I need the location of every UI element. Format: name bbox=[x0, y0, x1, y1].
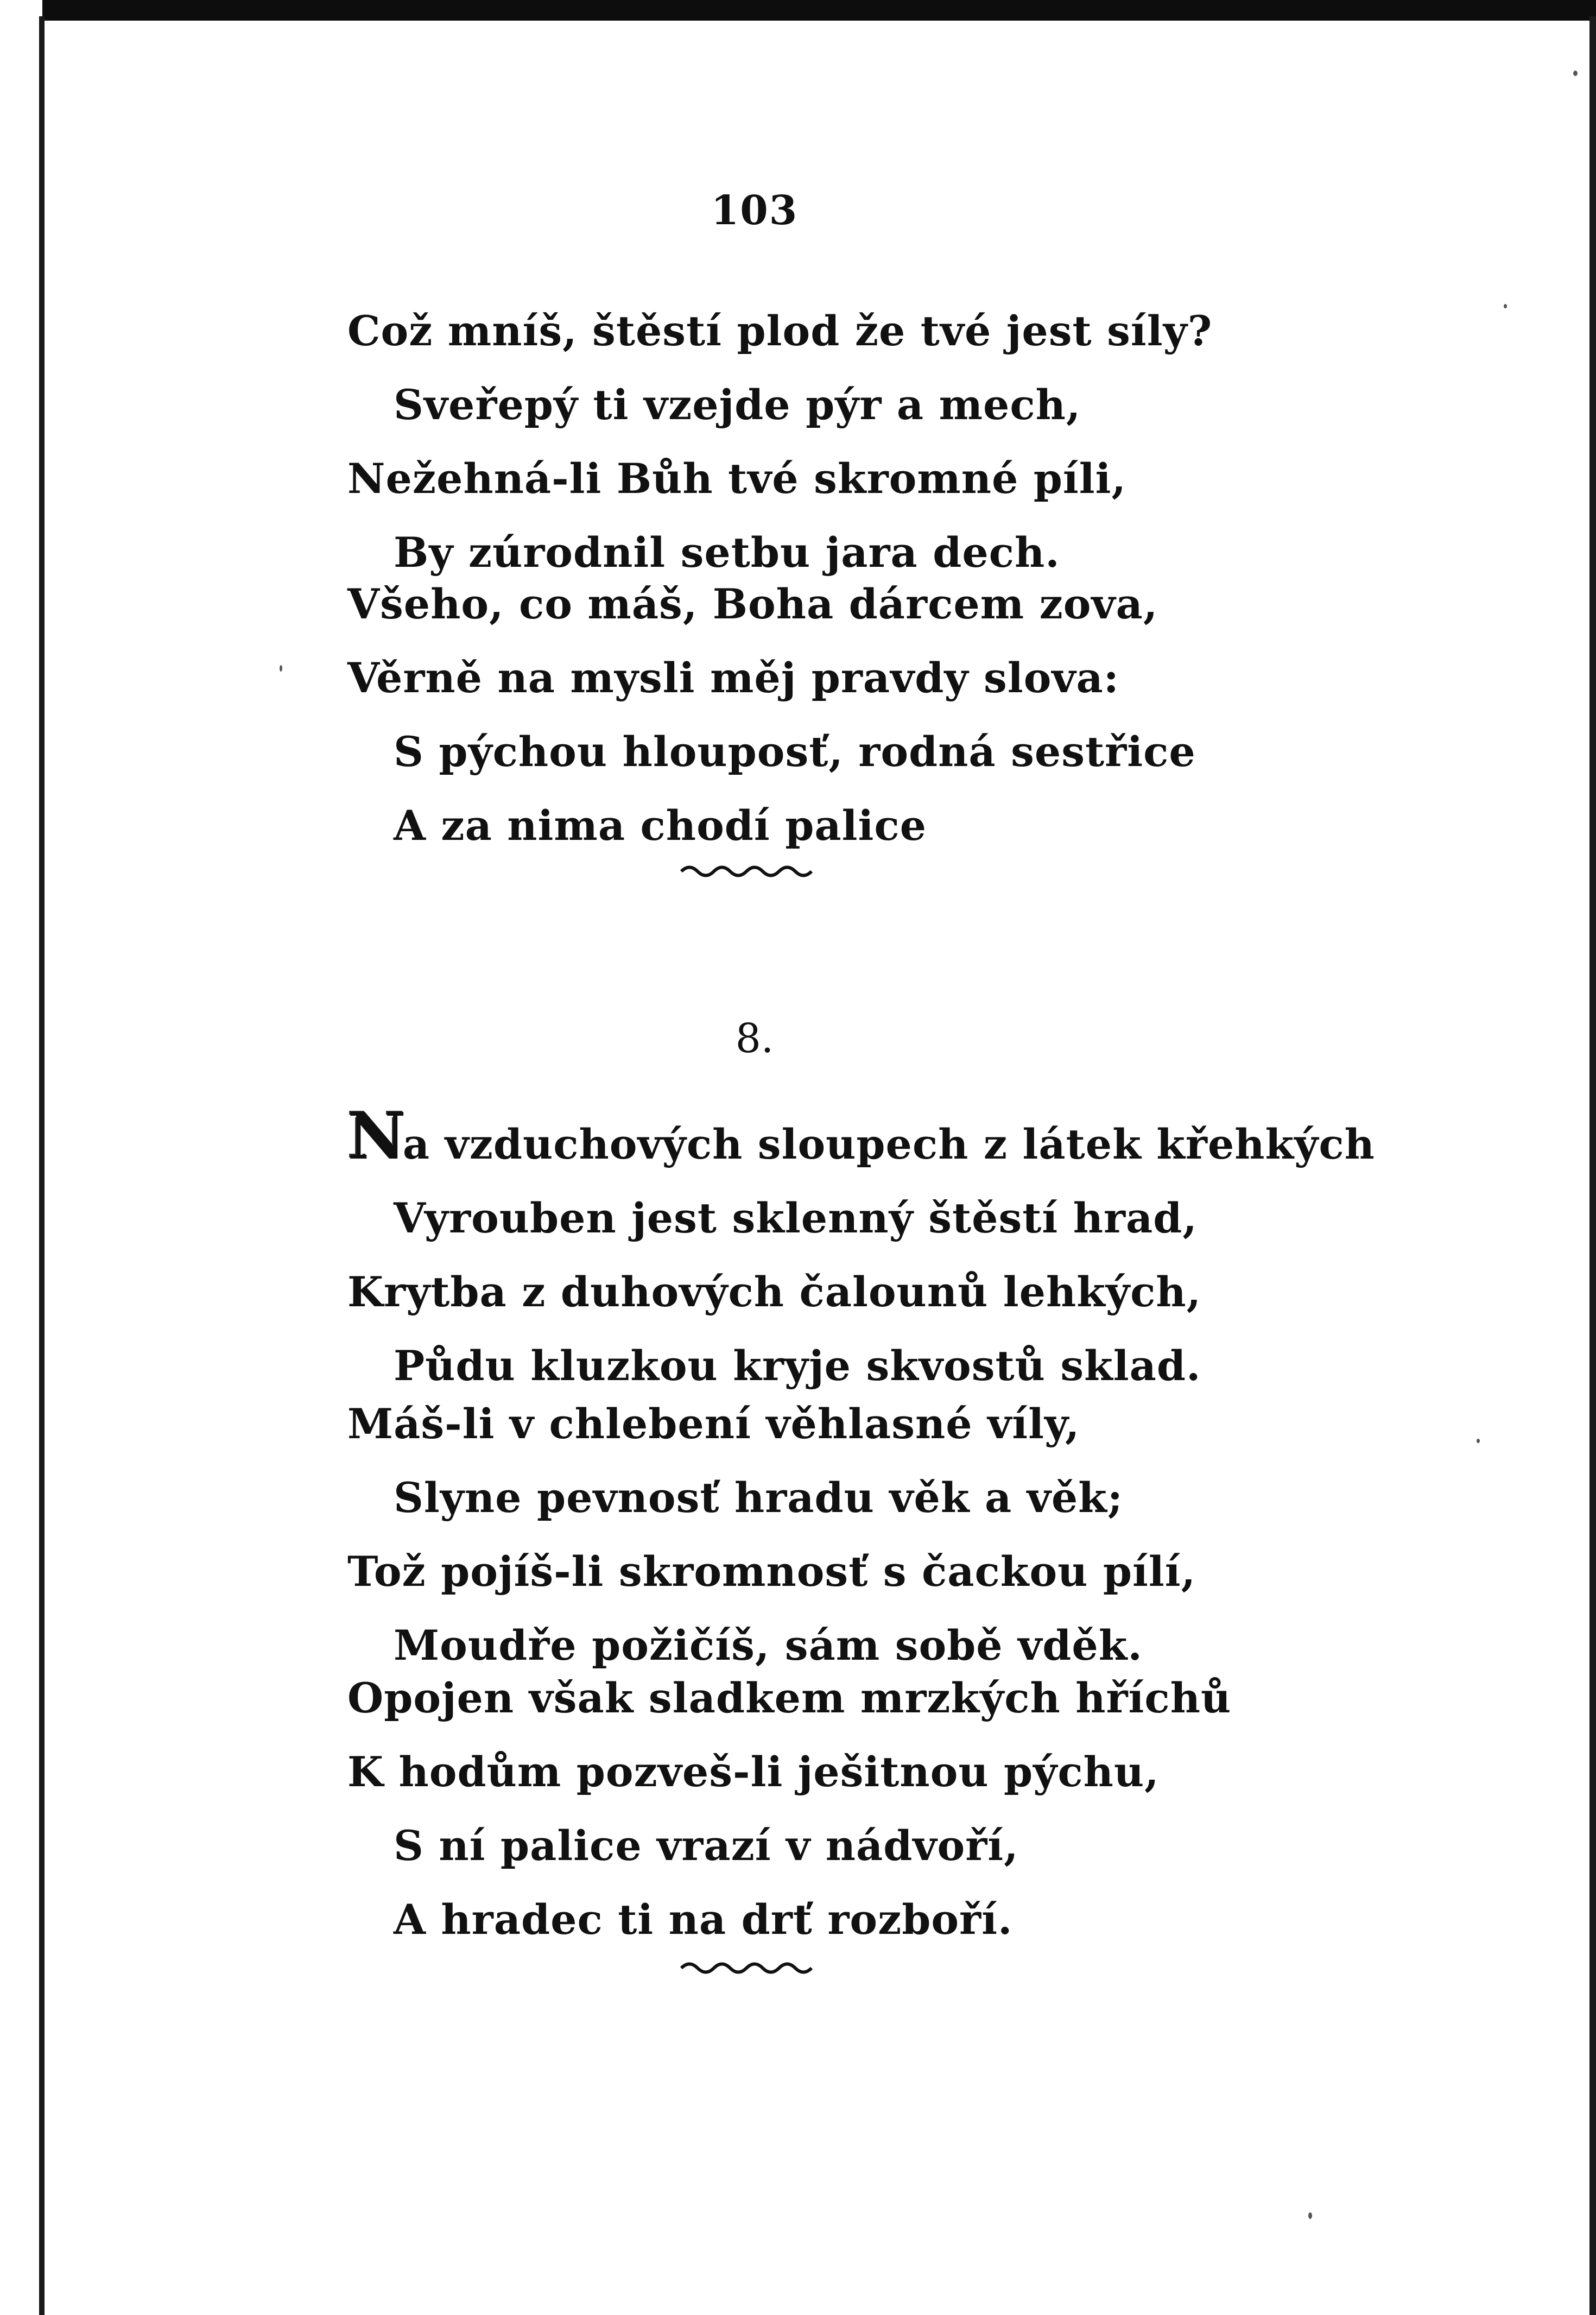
verse-line: Věrně na mysli měj pravdy slova: bbox=[347, 654, 1119, 702]
scan-speck bbox=[1573, 71, 1578, 76]
stanza-2 bbox=[347, 567, 1487, 863]
verse-line: Moudře požičíš, sám sobě vděk. bbox=[394, 1621, 1143, 1669]
verse-line: By zúrodnil setbu jara dech. bbox=[394, 528, 1060, 577]
verse-line: Slyne pevnosť hradu věk a věk; bbox=[394, 1473, 1123, 1522]
verse-line: S pýchou hlouposť, rodná sestřice bbox=[394, 728, 1196, 776]
verse-line: Půdu kluzkou kryje skvostů sklad. bbox=[394, 1342, 1201, 1390]
verse-line: Krytba z duhových čalounů lehkých, bbox=[347, 1268, 1202, 1316]
section-number: 8. bbox=[735, 1015, 774, 1062]
scan-top-border bbox=[0, 0, 1596, 21]
stanza-5 bbox=[347, 1661, 1487, 1957]
stanza-3 bbox=[347, 1098, 1487, 1403]
verse-line: Všeho, co máš, Boha dárcem zova, bbox=[347, 580, 1158, 628]
verse-line: Máš-li v chlebení věhlasné víly, bbox=[347, 1400, 1080, 1448]
verse-line: K hodům pozveš-li ješitnou pýchu, bbox=[347, 1748, 1160, 1796]
stanza-1 bbox=[347, 294, 1487, 590]
verse-line: A hradec ti na drť rozboří. bbox=[394, 1895, 1013, 1944]
verse-line: Opojen však sladkem mrzkých hříchů bbox=[347, 1674, 1232, 1722]
stanza-4 bbox=[347, 1387, 1487, 1683]
verse-line-text: a vzduchových sloupech z látek křehkých bbox=[402, 1120, 1375, 1168]
scan-left-margin bbox=[0, 0, 42, 2315]
page-number: 103 bbox=[711, 187, 799, 234]
verse-line: A za nima chodí palice bbox=[394, 801, 927, 850]
scan-left-edge bbox=[39, 16, 45, 2315]
drop-cap-letter: N bbox=[347, 1098, 403, 1174]
scan-speck bbox=[1308, 2212, 1312, 2219]
verse-line: Vyrouben jest sklenný štěstí hrad, bbox=[394, 1194, 1198, 1242]
verse-line: S ní palice vrazí v nádvoří, bbox=[394, 1821, 1019, 1870]
scan-speck bbox=[280, 665, 282, 672]
verse-line: Tož pojíš-li skromnosť s čackou pílí, bbox=[347, 1547, 1196, 1596]
scan-right-edge bbox=[1589, 16, 1596, 2315]
verse-line: Nežehná-li Bůh tvé skromné píli, bbox=[347, 454, 1126, 503]
verse-line: Sveřepý ti vzejde pýr a mech, bbox=[394, 381, 1081, 429]
scan-speck bbox=[1477, 1439, 1480, 1443]
scan-speck bbox=[1504, 304, 1507, 308]
wavy-ornament-divider bbox=[679, 861, 820, 882]
verse-line-first bbox=[347, 1098, 1487, 1181]
wavy-ornament-divider bbox=[679, 1957, 820, 1979]
verse-line: Což mníš, štěstí plod že tvé jest síly? bbox=[347, 307, 1213, 355]
